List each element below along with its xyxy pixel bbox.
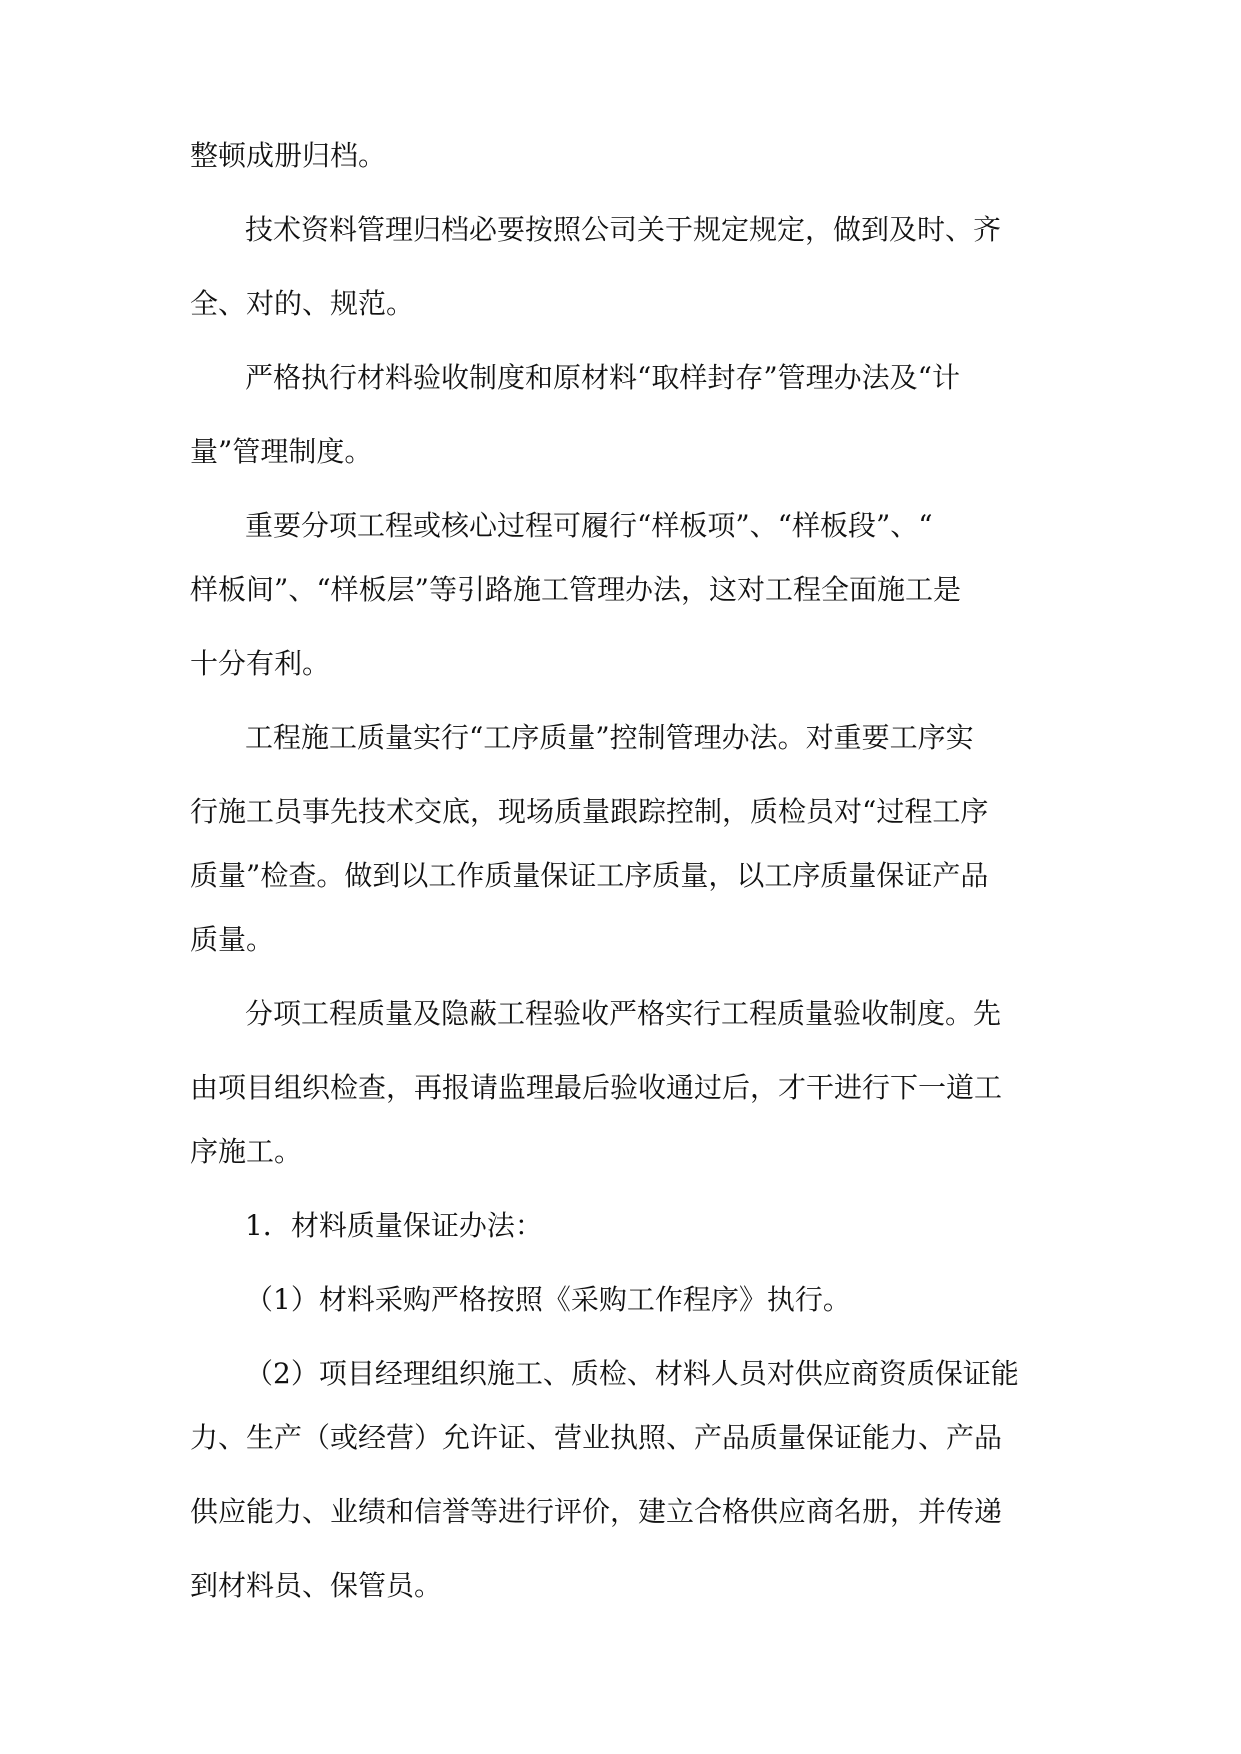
text-line-20: 供应能力、业绩和信誉等进行评价，建立合格供应商名册，并传递 [190, 1495, 1003, 1528]
text-line-9: 工程施工质量实行“工序质量”控制管理办法。对重要工序实 [245, 721, 974, 754]
text-line-6: 重要分项工程或核心过程可履行“样板项”、“样板段”、“ [245, 509, 933, 542]
text-line-16: 1．材料质量保证办法： [245, 1209, 543, 1242]
text-line-8: 十分有利。 [190, 647, 331, 680]
text-line-12: 质量。 [190, 923, 275, 956]
text-line-21: 到材料员、保管员。 [190, 1569, 443, 1602]
text-line-7: 样板间”、“样板层”等引路施工管理办法，这对工程全面施工是 [190, 573, 961, 606]
text-line-2: 技术资料管理归档必要按照公司关于规定规定，做到及时、齐 [245, 213, 1002, 246]
text-line-10: 行施工员事先技术交底，现场质量跟踪控制，质检员对“过程工序 [190, 795, 989, 828]
text-line-11: 质量”检查。做到以工作质量保证工序质量，以工序质量保证产品 [190, 859, 989, 892]
text-line-1: 整顿成册归档。 [190, 139, 387, 172]
text-line-13: 分项工程质量及隐蔽工程验收严格实行工程质量验收制度。先 [245, 997, 1002, 1030]
text-line-5: 量”管理制度。 [190, 435, 373, 468]
text-line-17: （1）材料采购严格按照《采购工作程序》执行。 [245, 1283, 851, 1316]
text-line-4: 严格执行材料验收制度和原材料“取样封存”管理办法及“计 [245, 361, 960, 394]
text-line-18: （2）项目经理组织施工、质检、材料人员对供应商资质保证能 [245, 1357, 1019, 1390]
text-line-15: 序施工。 [190, 1135, 303, 1168]
text-line-19: 力、生产（或经营）允许证、营业执照、产品质量保证能力、产品 [190, 1421, 1003, 1454]
text-line-14: 由项目组织检查，再报请监理最后验收通过后，才干进行下一道工 [190, 1071, 1003, 1104]
text-line-3: 全、对的、规范。 [190, 287, 415, 320]
